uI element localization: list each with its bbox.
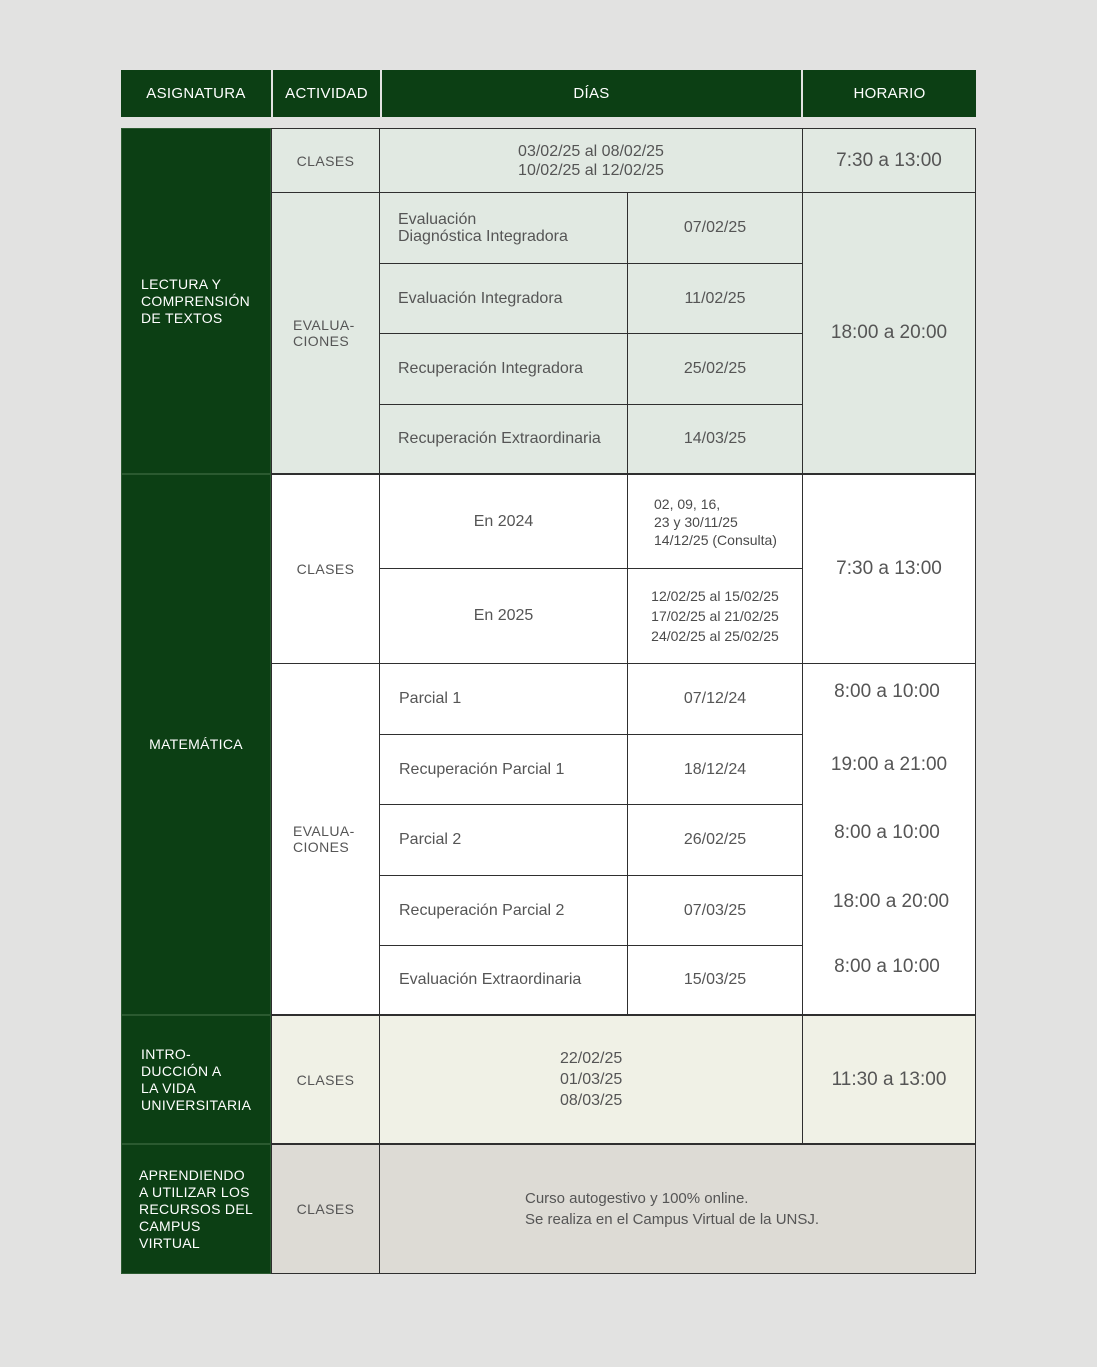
matematica-clases-days: 02, 09, 16, 23 y 30/11/25 14/12/25 (Consulta) — [627, 474, 803, 569]
lectura-eval-time: 18:00 a 20:00 — [802, 192, 976, 474]
lectura-eval-name: Evaluación Diagnóstica Integradora — [379, 192, 628, 264]
matematica-eval-time: 18:00 a 20:00 — [832, 891, 950, 912]
matematica-eval-date: 07/12/24 — [627, 663, 803, 735]
lectura-eval-label: EVALUA- CIONES — [271, 192, 380, 474]
matematica-eval-time: 8:00 a 10:00 — [834, 956, 940, 977]
campus-note: Curso autogestivo y 100% online. Se realiza en el Campus Virtual de la UNSJ. — [379, 1144, 976, 1274]
matematica-clases-period: En 2025 — [379, 568, 628, 664]
intro-days: 22/02/25 01/03/25 08/03/25 — [379, 1015, 803, 1144]
matematica-clases-period: En 2024 — [379, 474, 628, 569]
matematica-eval-name: Recuperación Parcial 2 — [379, 875, 628, 946]
matematica-clases-time: 7:30 a 13:00 — [802, 474, 976, 664]
matematica-eval-time: 8:00 a 10:00 — [834, 681, 940, 702]
lectura-eval-name: Recuperación Integradora — [379, 333, 628, 405]
lectura-clases-days: 03/02/25 al 08/02/25 10/02/25 al 12/02/25 — [379, 128, 803, 193]
subject-lectura: LECTURA Y COMPRENSIÓN DE TEXTOS — [121, 128, 271, 474]
matematica-eval-date: 26/02/25 — [627, 804, 803, 876]
header-horario: HORARIO — [803, 70, 976, 117]
lectura-eval-date: 25/02/25 — [627, 333, 803, 405]
lectura-eval-name: Recuperación Extraordinaria — [379, 404, 628, 474]
header-actividad: ACTIVIDAD — [273, 70, 380, 117]
lectura-clases-label: CLASES — [271, 128, 380, 193]
matematica-eval-label: EVALUA- CIONES — [271, 663, 380, 1015]
matematica-eval-time: 19:00 a 21:00 — [830, 754, 948, 775]
lectura-eval-date: 11/02/25 — [627, 263, 803, 334]
matematica-eval-date: 07/03/25 — [627, 875, 803, 946]
matematica-eval-name: Recuperación Parcial 1 — [379, 734, 628, 805]
lectura-eval-name: Evaluación Integradora — [379, 263, 628, 334]
campus-clases-label: CLASES — [271, 1144, 380, 1274]
matematica-eval-time: 8:00 a 10:00 — [834, 822, 940, 843]
header-asignatura: ASIGNATURA — [121, 70, 271, 117]
lectura-eval-date: 07/02/25 — [627, 192, 803, 264]
matematica-clases-label: CLASES — [271, 474, 380, 664]
matematica-eval-date: 18/12/24 — [627, 734, 803, 805]
intro-clases-label: CLASES — [271, 1015, 380, 1144]
header-dias: DÍAS — [382, 70, 801, 117]
matematica-eval-name: Parcial 2 — [379, 804, 628, 876]
intro-time: 11:30 a 13:00 — [802, 1015, 976, 1144]
lectura-clases-time: 7:30 a 13:00 — [802, 128, 976, 193]
matematica-eval-date: 15/03/25 — [627, 945, 803, 1015]
subject-intro: INTRO- DUCCIÓN A LA VIDA UNIVERSITARIA — [121, 1015, 271, 1144]
matematica-eval-name: Evaluación Extraordinaria — [379, 945, 628, 1015]
lectura-eval-date: 14/03/25 — [627, 404, 803, 474]
subject-campus: APRENDIENDO A UTILIZAR LOS RECURSOS DEL CAMPUS VIRTUAL — [121, 1144, 271, 1274]
matematica-eval-name: Parcial 1 — [379, 663, 628, 735]
matematica-clases-days: 12/02/25 al 15/02/25 17/02/25 al 21/02/25 24/02/25 al 25/02/25 — [627, 568, 803, 664]
subject-matematica: MATEMÁTICA — [121, 474, 271, 1015]
